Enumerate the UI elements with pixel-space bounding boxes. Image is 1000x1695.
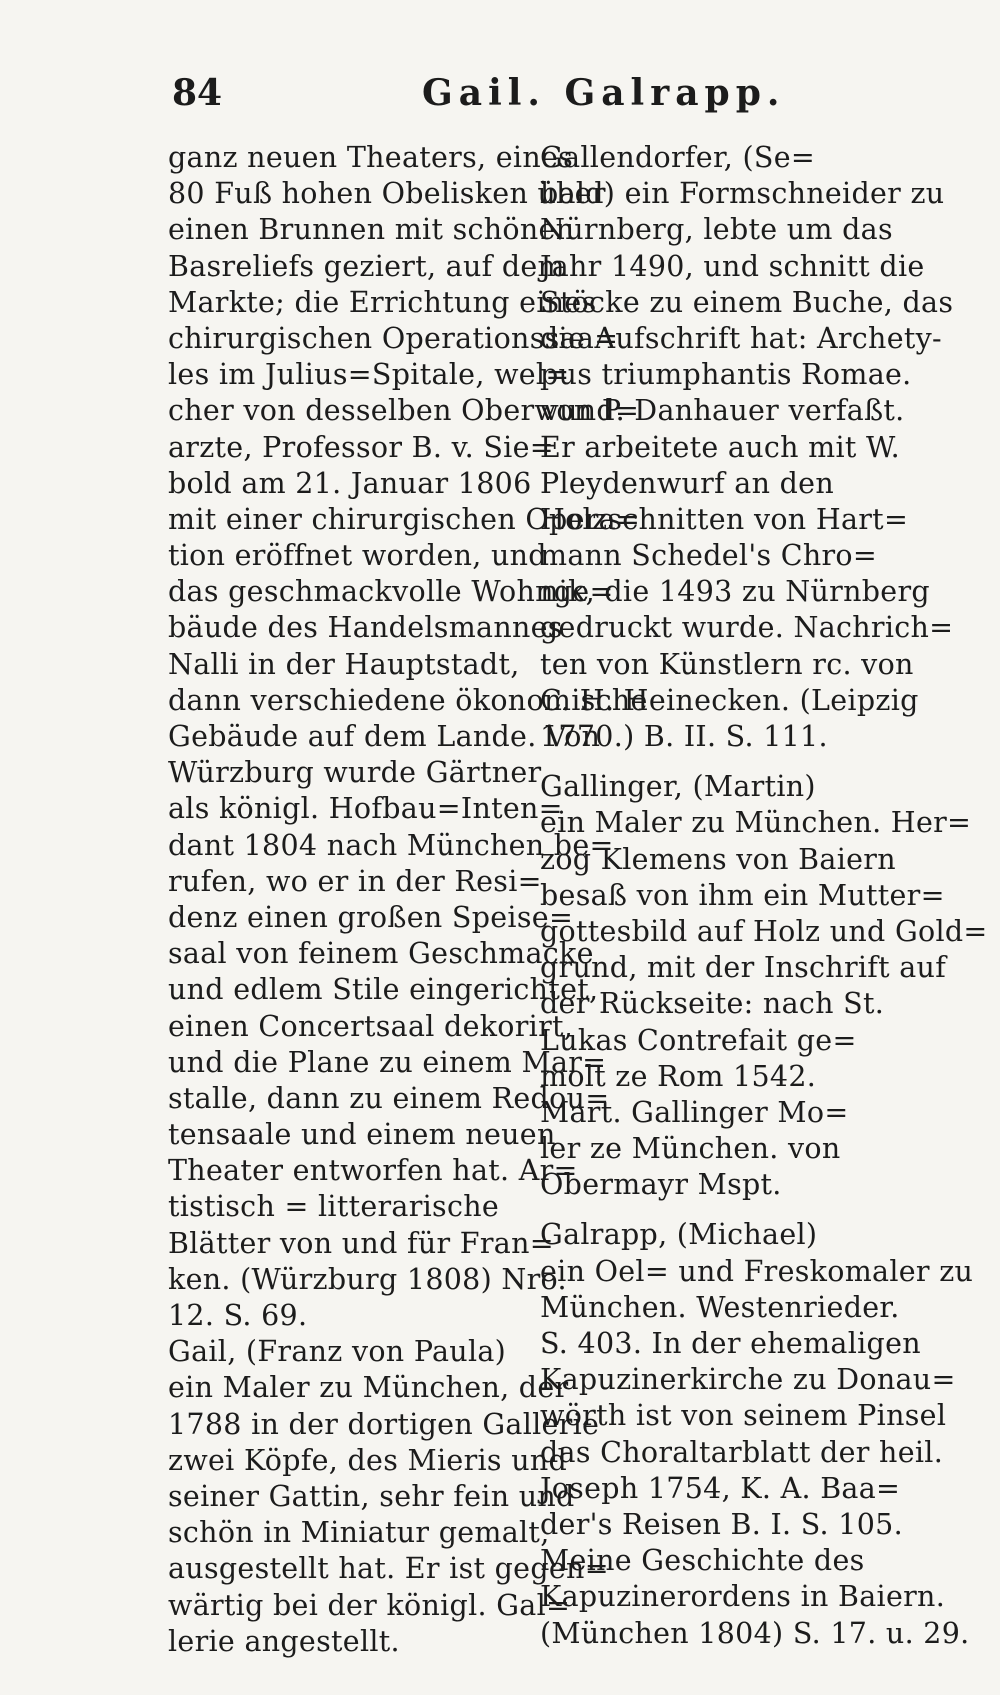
text-line: saal von feinem Geschmacke [168,937,594,971]
text-line: Holzschnitten von Hart= [540,502,909,536]
text-line: wärtig bei der königl. Gal= [168,1588,571,1622]
text-line: Meine Geschichte des [540,1544,865,1578]
text-line: die Aufschrift hat: Archety- [540,321,942,355]
text-line: gottesbild auf Holz und Gold= [540,914,988,948]
text-line: München. Westenrieder. [540,1290,900,1324]
text-line: Kapuzinerordens in Baiern. [540,1580,946,1614]
text-line: von P. Danhauer verfaßt. [540,394,905,428]
text-line: dann verschiedene ökonomische [168,683,648,717]
text-line: das geschmackvolle Wohnge= [168,575,614,609]
text-line: les im Julius=Spitale, wel= [168,358,570,392]
text-line: pus triumphantis Romae. [540,358,912,392]
text-line: Gail, (Franz von Paula) [168,1335,507,1369]
text-line: schön in Miniatur gemalt, [168,1516,550,1550]
entry-gap [540,1203,888,1217]
text-line: ein Maler zu München, der [168,1371,569,1405]
text-line: stalle, dann zu einem Redou= [168,1081,610,1115]
gallendorfer-entry [540,140,954,755]
text-line: Obermayr Mspt. [540,1168,782,1202]
text-line: rufen, wo er in der Resi= [168,864,542,898]
text-line: Er arbeitete auch mit W. [540,430,900,464]
text-line: Mart. Gallinger Mo= [540,1095,849,1129]
text-line: ein Oel= und Freskomaler zu [540,1254,974,1288]
text-line: Jahr 1490, und schnitt die [540,249,925,283]
text-line: S. 403. In der ehemaligen [540,1327,921,1360]
text-line: ler ze München. von [540,1132,841,1166]
text-line: Stöcke zu einem Buche, das [540,285,954,319]
text-line: mann Schedel's Chro= [540,539,878,573]
text-line: der's Reisen B. I. S. 105. [540,1507,903,1541]
text-line: einen Brunnen mit schönen [168,213,575,247]
text-line: bald) ein Formschneider zu [540,177,945,211]
gallinger-entry [540,769,988,1203]
text-line: dant 1804 nach München be= [168,828,614,862]
text-line: bäude des Handelsmannes [168,611,563,645]
text-line: Lukas Contrefait ge= [540,1023,857,1057]
text-line: gedruckt wurde. Nachrich= [540,611,954,645]
text-line: Gallendorfer, (Se= [540,141,816,174]
text-line: nik, die 1493 zu Nürnberg [540,575,930,609]
text-line: Theater entworfen hat. Ar= [168,1154,578,1188]
text-line: Kapuzinerkirche zu Donau= [540,1363,956,1397]
text-line: zog Klemens von Baiern [540,842,896,876]
text-line: 1788 in der dortigen Gallerie [168,1407,600,1441]
text-line: molt ze Rom 1542. [540,1059,817,1093]
text-line: zwei Köpfe, des Mieris und [168,1443,568,1477]
text-line: cher von desselben Oberwund= [168,394,640,428]
text-line: Gebäude auf dem Lande. Von [168,720,601,753]
text-line: tensaale und einem neuen [168,1118,556,1152]
entry-gap [540,755,888,769]
text-line: tion eröffnet worden, und [168,539,547,573]
text-line: Blätter von und für Fran= [168,1226,554,1260]
text-line: C. H. Heinecken. (Leipzig [540,683,919,717]
text-line: mit einer chirurgischen Opera= [168,502,641,536]
right-column [540,140,988,1652]
text-line: tistisch = litterarische [168,1190,500,1224]
text-line: lerie angestellt. [168,1624,400,1658]
text-line: 12. S. 69. [168,1299,308,1332]
text-line: 1770.) B. II. S. 111. [540,720,828,753]
text-line: und edlem Stile eingerichtet, [168,973,599,1007]
galrapp-entry [540,1217,974,1651]
text-line: Basreliefs geziert, auf dem [168,249,565,283]
text-line: wörth ist von seinem Pinsel [540,1399,947,1433]
text-line: Würzburg wurde Gärtner [168,756,542,790]
page-number: 84 [172,72,223,114]
text-line: bold am 21. Januar 1806 [168,466,532,500]
text-line: ganz neuen Theaters, eines [168,141,574,174]
text-line: chirurgischen Operationssaa= [168,321,619,355]
text-line: (München 1804) S. 17. u. 29. [540,1616,970,1650]
text-line: ausgestellt hat. Er ist gegen= [168,1552,609,1586]
text-line: der Rückseite: nach St. [540,987,885,1021]
text-line: Joseph 1754, K. A. Baa= [540,1471,901,1505]
text-line: einen Concertsaal dekorirt, [168,1009,574,1043]
gail-entry [168,1334,609,1660]
text-line: Galrapp, (Michael) [540,1218,818,1252]
page-header [172,72,920,122]
text-line: Nürnberg, lebte um das [540,213,893,247]
gaertner-entry-continuation [168,140,648,1334]
text-line: ten von Künstlern rc. von [540,647,914,681]
text-line: und die Plane zu einem Mar= [168,1045,607,1079]
text-line: besaß von ihm ein Mutter= [540,878,945,912]
text-line: das Choraltarblatt der heil. [540,1435,944,1469]
text-line: als königl. Hofbau=Inten= [168,792,563,826]
text-line: denz einen großen Speise= [168,900,574,934]
text-line: Gallinger, (Martin) [540,770,816,804]
text-line: seiner Gattin, sehr fein und [168,1479,575,1513]
text-line: 80 Fuß hohen Obelisken über [168,177,606,211]
text-line: Markte; die Errichtung eines [168,285,597,319]
left-column [168,140,648,1660]
text-line: Pleydenwurf an den [540,466,834,500]
running-head: Gail. Galrapp. [422,72,786,114]
text-line: arzte, Professor B. v. Sie= [168,430,554,464]
text-line: ein Maler zu München. Her= [540,806,972,840]
text-line: ken. (Würzburg 1808) Nro. [168,1262,567,1296]
text-line: grund, mit der Inschrift auf [540,951,947,985]
text-line: Nalli in der Hauptstadt, [168,647,520,681]
